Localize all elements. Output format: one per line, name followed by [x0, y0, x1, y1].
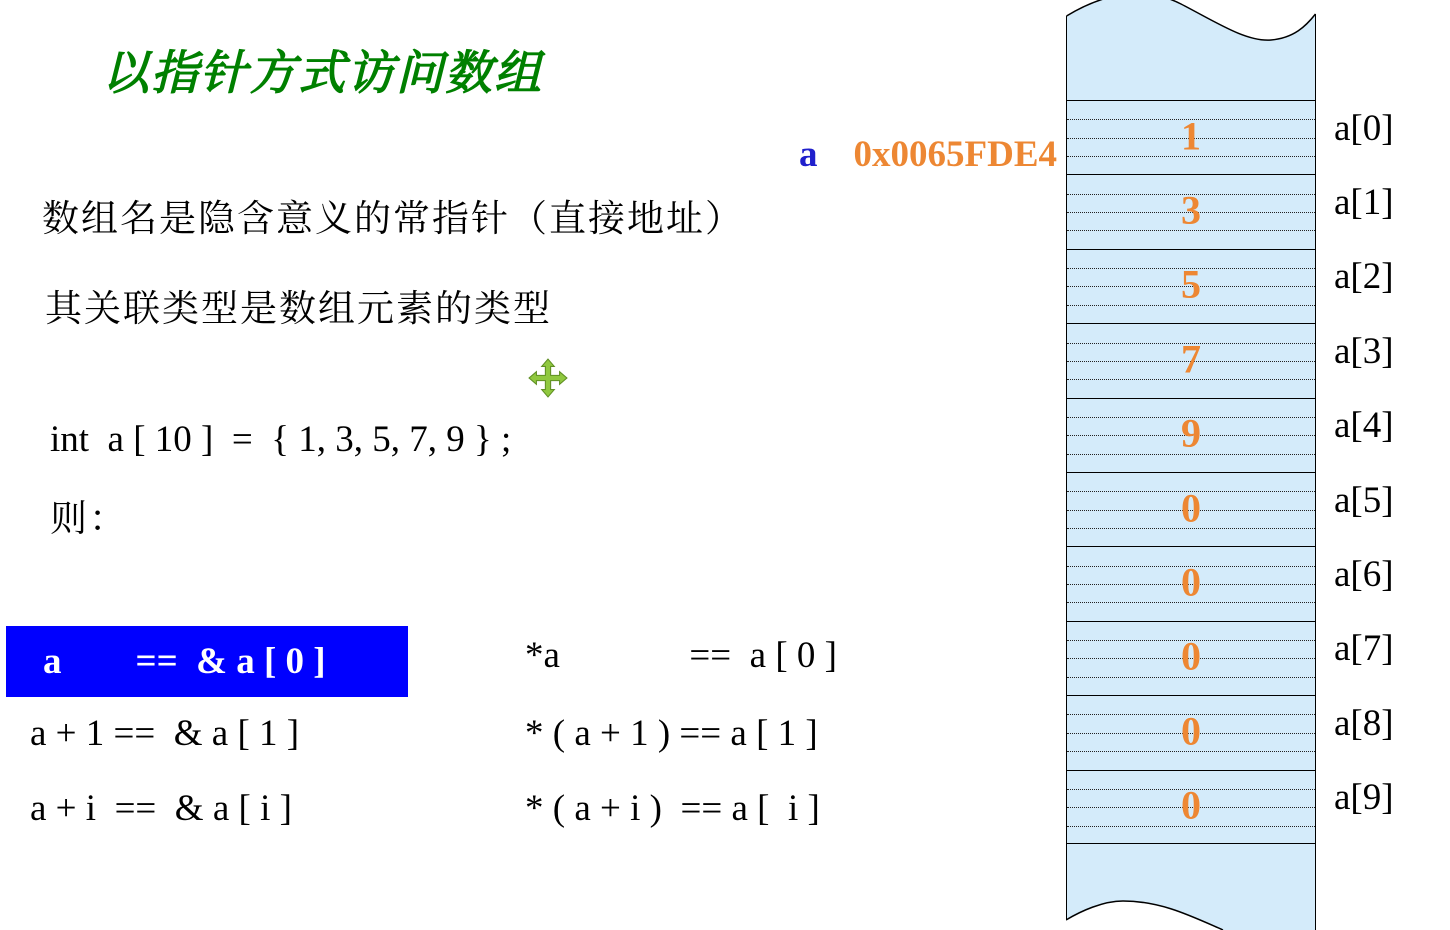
- memory-top-cap: [1066, 0, 1316, 100]
- memory-cell: [1067, 770, 1315, 844]
- memory-cell: [1067, 546, 1315, 620]
- equation-row-2-right: * ( a + i ) == a [ i ]: [525, 788, 820, 829]
- then-label: 则：: [50, 499, 128, 540]
- body-line-1: 数组名是隐含意义的常指针（直接地址）: [42, 199, 744, 240]
- memory-cell: [1067, 323, 1315, 397]
- memory-cell-label: a[3]: [1334, 330, 1394, 372]
- memory-cell-value: 1: [1181, 113, 1201, 159]
- memory-cell-value: 0: [1181, 559, 1201, 605]
- pointer-name: a: [799, 134, 818, 175]
- memory-cell-label: a[9]: [1334, 777, 1394, 819]
- memory-bottom-cap: [1066, 844, 1316, 930]
- memory-cell: [1067, 621, 1315, 695]
- equation-row-2-left: a + i == & a [ i ]: [30, 788, 292, 829]
- memory-labels: [1334, 100, 1444, 844]
- body-line-2: 其关联类型是数组元素的类型: [45, 289, 552, 330]
- code-line: int a [ 10 ] = { 1, 3, 5, 7, 9 } ;: [50, 419, 512, 460]
- memory-cell-label: a[1]: [1334, 182, 1394, 224]
- memory-cell: [1067, 472, 1315, 546]
- memory-cell-label: a[4]: [1334, 405, 1394, 447]
- memory-cell: [1067, 398, 1315, 472]
- memory-cell-label: a[8]: [1334, 702, 1394, 744]
- pointer-address: 0x0065FDE4: [853, 134, 1057, 175]
- memory-cell-label: a[2]: [1334, 256, 1394, 298]
- memory-cell-value: 0: [1181, 708, 1201, 754]
- memory-cell-value: 5: [1181, 261, 1201, 307]
- memory-cell-value: 9: [1181, 410, 1201, 456]
- memory-cell: [1067, 249, 1315, 323]
- memory-cell-value: 0: [1181, 633, 1201, 679]
- memory-cell-label: a[0]: [1334, 107, 1394, 149]
- equation-row-1-right: * ( a + 1 ) == a [ 1 ]: [525, 713, 818, 754]
- equation-row-0-right: *a == a [ 0 ]: [525, 635, 837, 676]
- memory-cell-label: a[6]: [1334, 554, 1394, 596]
- memory-cell-label: a[7]: [1334, 628, 1394, 670]
- memory-cell-value: 0: [1181, 485, 1201, 531]
- memory-cell-label: a[5]: [1334, 479, 1394, 521]
- memory-cell: [1067, 174, 1315, 248]
- move-icon[interactable]: [528, 358, 568, 398]
- memory-cell-value: 7: [1181, 336, 1201, 382]
- memory-cell-value: 3: [1181, 187, 1201, 233]
- page-title: 以指针方式访问数组: [102, 48, 543, 100]
- memory-cell: [1067, 100, 1315, 174]
- equation-row-0-left-highlighted: a == & a [ 0 ]: [6, 626, 408, 697]
- memory-cells: [1066, 100, 1316, 844]
- equation-row-1-left: a + 1 == & a [ 1 ]: [30, 713, 300, 754]
- memory-cell: [1067, 695, 1315, 769]
- memory-cell-value: 0: [1181, 782, 1201, 828]
- pointer-address-label: [762, 90, 1057, 219]
